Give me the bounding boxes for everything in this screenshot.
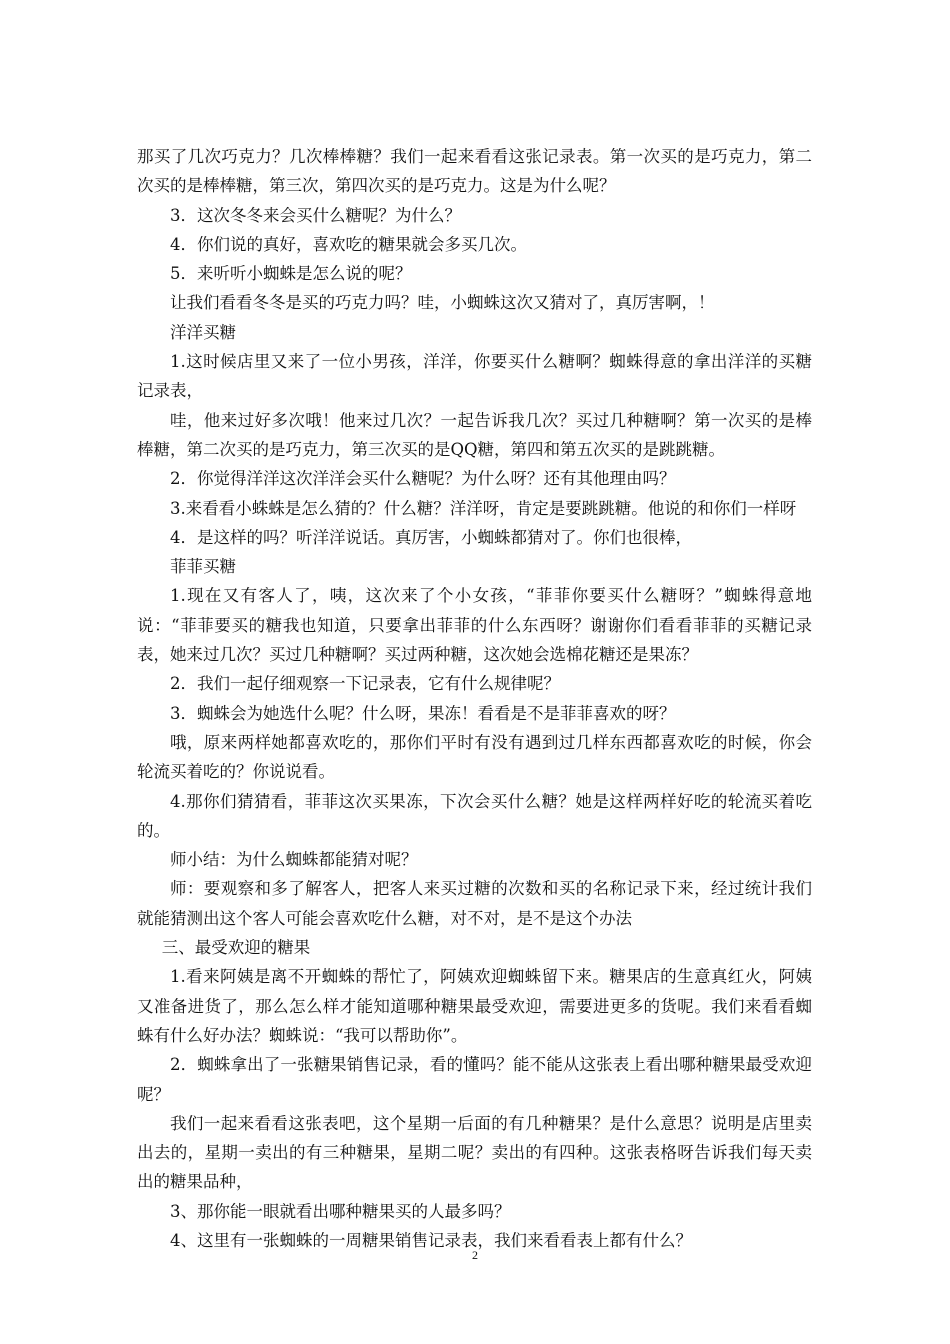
paragraph: 菲菲买糖 [170,557,236,577]
paragraph: 哇，他来过好多次哦！他来过几次？一起告诉我几次？买过几种糖啊？第一次买的是棒棒糖，第二次买的是巧克力，第三次买的是QQ糖，第四和第五次买的是跳跳糖。 [137,410,812,459]
paragraph: 师：要观察和多了解客人，把客人来买过糖的次数和买的名称记录下来，经过统计我们就能猜测出这个客人可能会喜欢吃什么糖，对不对，是不是这个办法 [137,879,812,928]
paragraph: 我们一起来看看这张表吧，这个星期一后面的有几种糖果？是什么意思？说明是店里卖出去的，星期一卖出的有三种糖果，星期二呢？卖出的有四种。这张表格呀告诉我们每天卖出的糖果品种， [137,1113,812,1192]
paragraph: 3．这次冬冬来会买什么糖呢？为什么？ [170,205,461,225]
paragraph: 洋洋买糖 [170,322,236,342]
paragraph: 师小结：为什么蜘蛛都能猜对呢？ [170,850,418,870]
paragraph: 4.那你们猜猜看，菲菲这次买果冻，下次会买什么糖？她是这样两样好吃的轮流买着吃的。 [137,791,812,840]
paragraph: 1.这时候店里又来了一位小男孩，洋洋，你要买什么糖啊？蜘蛛得意的拿出洋洋的买糖记录表， [137,352,812,401]
paragraph: 1.现在又有客人了，咦，这次来了个小女孩，“菲菲你要买什么糖呀？”蜘蛛得意地说：“菲菲要买的糖我也知道，只要拿出菲菲的什么东西呀？谢谢你们看看菲菲的买糖记录表，她来过几次？买过几种糖啊？买过两种糖，这次她会选棉花糖还是果冻？ [137,586,812,665]
paragraph: 4．是这样的吗？听洋洋说话。真厉害，小蜘蛛都猜对了。你们也很棒， [170,527,692,547]
paragraph: 4、这里有一张蜘蛛的一周糖果销售记录表，我们来看看表上都有什么？ [170,1230,692,1250]
paragraph: 哦，原来两样她都喜欢吃的，那你们平时有没有遇到过几样东西都喜欢吃的时候，你会轮流买着吃的？你说说看。 [137,732,812,782]
body-text [137,142,812,1255]
paragraph: 那买了几次巧克力？几次棒棒糖？我们一起来看看这张记录表。第一次买的是巧克力，第二次买的是棒棒糖，第三次，第四次买的是巧克力。这是为什么呢？ [137,147,812,196]
paragraph: 2．你觉得洋洋这次洋洋会买什么糖呢？为什么呀？还有其他理由吗？ [170,469,676,489]
page-number: 2 [472,1248,478,1262]
paragraph: 4．你们说的真好，喜欢吃的糖果就会多买几次。 [170,234,527,254]
paragraph: 2．我们一起仔细观察一下记录表，它有什么规律呢？ [170,674,560,694]
paragraph: 让我们看看冬冬是买的巧克力吗？哇，小蜘蛛这次又猜对了，真厉害啊，！ [170,293,715,313]
paragraph: 三、最受欢迎的糖果 [161,938,311,958]
paragraph: 3、那你能一眼就看出哪种糖果买的人最多吗？ [170,1201,511,1221]
paragraph: 3．蜘蛛会为她选什么呢？什么呀，果冻！看看是不是菲菲喜欢的呀？ [170,703,676,723]
paragraph: 2．蜘蛛拿出了一张糖果销售记录，看的懂吗？能不能从这张表上看出哪种糖果最受欢迎呢？ [137,1055,812,1104]
paragraph: 3.来看看小蛛蛛是怎么猜的？什么糖？洋洋呀，肯定是要跳跳糖。他说的和你们一样呀 [170,498,797,518]
paragraph: 5．来听听小蜘蛛是怎么说的呢？ [170,264,412,284]
paragraph: 1.看来阿姨是离不开蜘蛛的帮忙了，阿姨欢迎蜘蛛留下来。糖果店的生意真红火，阿姨又准备进货了，那么怎么样才能知道哪种糖果最受欢迎，需要进更多的货呢。我们来看看蜘蛛有什么好办法？蜘蛛说：“我可以帮助你”。 [137,967,812,1045]
